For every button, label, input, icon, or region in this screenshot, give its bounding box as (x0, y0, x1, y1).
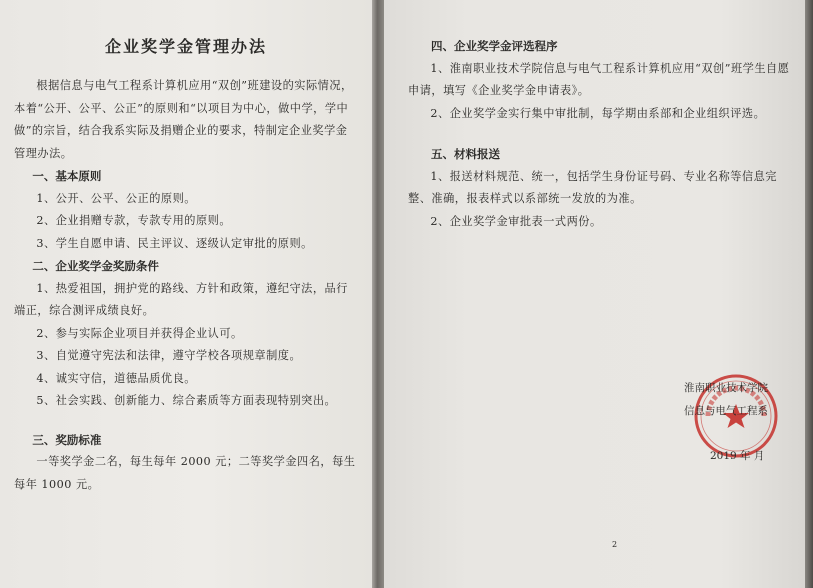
document-title: 企业奖学金管理办法 (104, 37, 267, 56)
signature-institution: 淮南职业技术学院 (684, 381, 768, 394)
document-page-right (384, 0, 805, 588)
procedure-item: 1、淮南职业技术学院信息与电气工程系计算机应用“双创”班学生自愿申请，填写《企业奖学金申请表》。 (408, 61, 790, 97)
page-gutter (372, 0, 384, 588)
page-number: 2 (612, 540, 618, 549)
condition-item: 2、参与实际企业项目并获得企业认可。 (36, 326, 243, 340)
section-heading-standards: 三、奖励标准 (32, 432, 102, 447)
intro-paragraph: 根据信息与电气工程系计算机应用“双创”班建设的实际情况，本着“公开、公平、公正”的原则和“以项目为中心，做中学，学中做”的宗旨，结合我系实际及捐赠企业的要求，特制定企业奖学金管理办法。 (14, 79, 353, 160)
procedure-item: 2、企业奖学金实行集中审批制，每学期由系部和企业组织评选。 (430, 106, 766, 120)
signature-department: 信息与电气工程系 (684, 404, 768, 417)
section-heading-principles: 一、基本原则 (32, 169, 102, 183)
section-heading-procedure: 四、企业奖学金评选程序 (431, 39, 558, 53)
principle-item: 1、公开、公平、公正的原则。 (36, 191, 196, 205)
materials-item: 2、企业奖学金审批表一式两份。 (430, 214, 602, 228)
book-edge (805, 0, 813, 588)
principle-item: 3、学生自愿申请、民主评议、逐级认定审批的原则。 (36, 236, 313, 250)
condition-item: 3、自觉遵守宪法和法律，遵守学校各项规章制度。 (36, 349, 302, 362)
condition-item: 5、社会实践、创新能力、综合素质等方面表现特别突出。 (36, 394, 337, 407)
principle-item: 2、企业捐赠专款，专款专用的原则。 (36, 214, 232, 227)
section-heading-conditions: 二、企业奖学金奖励条件 (32, 259, 159, 273)
standards-paragraph: 一等奖学金二名，每生每年 2000 元；二等奖学金四名，每生每年 1000 元。 (14, 455, 356, 491)
condition-item: 4、诚实守信，道德品质优良。 (36, 371, 196, 385)
materials-item: 1、报送材料规范、统一，包括学生身份证号码、专业名称等信息完整、准确，报表样式以系部统一发放的为准。 (408, 169, 777, 205)
condition-item: 1、热爱祖国，拥护党的路线、方针和政策，遵纪守法，品行端正，综合测评成绩良好。 (14, 281, 348, 317)
signature-date: 2019 年 月 (710, 449, 765, 462)
section-heading-materials: 五、材料报送 (431, 147, 500, 161)
document-page-left (0, 0, 372, 588)
